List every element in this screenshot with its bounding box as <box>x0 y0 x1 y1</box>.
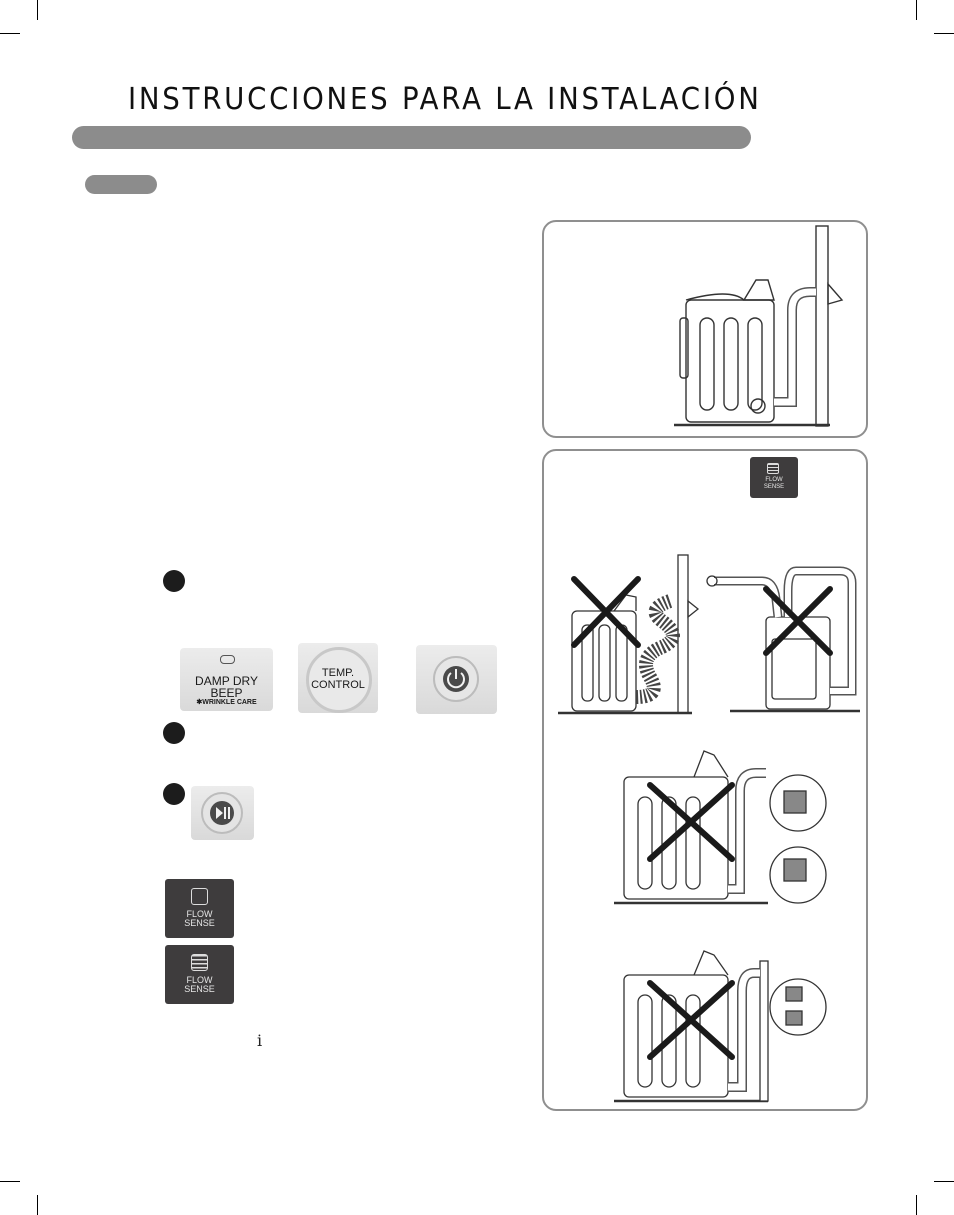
page-title: INSTRUCCIONES PARA LA INSTALACIÓN <box>128 82 762 117</box>
flow-sense-label-2: SENSE <box>763 484 785 490</box>
correct-installation-panel <box>542 220 868 438</box>
flow-label-off-2: SENSE <box>184 918 215 928</box>
indicator-light <box>220 655 235 664</box>
crop-mark <box>934 33 954 34</box>
flow-sense-off-indicator <box>165 879 234 938</box>
damp-dry-beep-button[interactable] <box>180 648 273 711</box>
x-mark-icon <box>574 579 830 1057</box>
step-3-bullet <box>163 783 185 805</box>
incorrect-installation-panel <box>542 449 868 1111</box>
temp-control-button[interactable] <box>298 643 378 713</box>
title-bar <box>72 126 751 149</box>
section-pill <box>85 175 157 194</box>
dryer-correct-illustration <box>544 222 870 440</box>
control-label: CONTROL <box>311 679 365 691</box>
crop-mark <box>0 1181 20 1182</box>
flow-sense-empty-icon <box>191 888 208 905</box>
step-1-bullet <box>163 570 185 592</box>
start-pause-button[interactable] <box>191 786 254 840</box>
flow-label-on-2: SENSE <box>184 984 215 994</box>
crop-mark <box>916 1195 917 1215</box>
crop-mark <box>0 33 20 34</box>
damp-dry-label: DAMP DRY <box>195 674 258 688</box>
start-pause-icon <box>191 786 254 840</box>
flow-sense-on-indicator <box>165 945 234 1004</box>
flow-sense-label-1: FLOW <box>765 477 783 483</box>
crop-mark <box>916 0 917 20</box>
flow-sense-icon <box>191 954 208 971</box>
power-button[interactable] <box>416 645 497 714</box>
beep-label: BEEP <box>210 686 243 700</box>
crop-mark <box>37 1195 38 1215</box>
crop-mark <box>37 0 38 20</box>
dryer-incorrect-illustrations <box>544 451 870 1113</box>
wrinkle-care-label: ✱WRINKLE CARE <box>196 699 257 706</box>
flow-label-off-1: FLOW <box>186 909 213 919</box>
info-icon: i <box>257 1031 263 1050</box>
power-icon <box>416 645 497 714</box>
flow-label-on-1: FLOW <box>186 975 213 985</box>
crop-mark <box>934 1181 954 1182</box>
step-2-bullet <box>163 722 185 744</box>
temp-label: TEMP. <box>321 667 355 679</box>
